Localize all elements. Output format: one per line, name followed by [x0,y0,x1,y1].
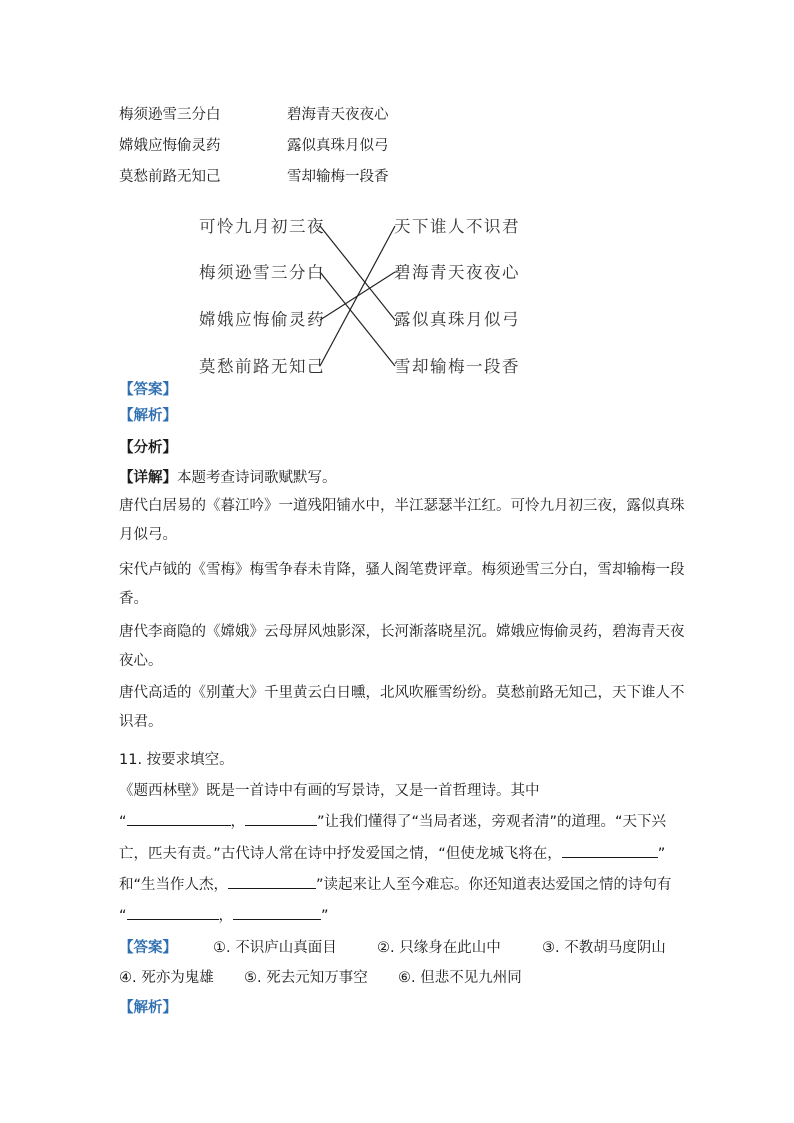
q11-line5 [119,904,329,925]
explanation-1-line2: 月似弓。 [119,527,177,543]
matching-diagram [0,0,794,400]
detail-label: 【详解】 [119,470,177,486]
top-pair-1-right: 碧海青天夜夜心 [287,107,389,123]
q11-blank-1[interactable] [127,810,231,826]
match-left-2: 梅须逊雪三分白 [199,263,325,282]
q11-line2 [119,810,666,831]
q11-l3-text: 亡，匹夫有责。”古代诗人常在诗中抒发爱国之情，“但使龙城飞将在， [119,846,562,862]
explanation-1 [119,492,685,550]
match-line-4 [320,226,395,366]
match-right-1: 天下谁人不识君 [394,217,520,236]
q11-answer-label: 【答案】 [119,940,177,956]
match-right-4: 雪却输梅一段香 [394,357,520,376]
q11-l5-quote-open: “ [119,908,127,924]
explanation-4-line2: 识君。 [119,714,163,730]
q11-blank-3[interactable] [562,842,658,858]
q11-l4-rest: ”读起来让人至今难忘。你还知道表达爱国之情的诗句有 [316,877,672,893]
top-pair-2-right: 露似真珠月似弓 [287,138,389,154]
match-line-1 [320,226,395,320]
q11-l2-comma: ， [230,814,246,830]
answer-4: ④. 死亦为鬼雄 [119,970,214,986]
explanation-2-line1: 宋代卢钺的《雪梅》梅雪争春未肯降，骚人阁笔费评章。梅须逊雪三分白，雪却输梅一段 [119,562,685,578]
q11-l5-comma: ， [218,908,234,924]
answer-5: ⑤. 死去元知万事空 [244,970,368,986]
q11-blank-5[interactable] [127,904,219,920]
explanation-3-line1: 唐代李商隐的《嫦娥》云母屏风烛影深，长河渐落晓星沉。嫦娥应悔偷灵药，碧海青天夜 [119,624,685,640]
top-pair-3-left: 莫愁前路无知己 [119,169,221,185]
explanation-2-line2: 香。 [119,591,148,607]
q11-blank-6[interactable] [233,904,321,920]
explanation-3-line2: 夜心。 [119,653,163,669]
q11-blank-2[interactable] [245,810,317,826]
q11-line3 [119,842,665,863]
analysis-label: 【解析】 [119,408,177,424]
match-left-3: 嫦娥应悔偷灵药 [199,310,325,329]
match-right-2: 碧海青天夜夜心 [394,263,520,282]
top-pair-3-right: 雪却输梅一段香 [287,169,389,185]
q11-l3-quote-close: ” [657,846,666,862]
explanation-2 [119,556,685,614]
q11-title: 11. 按要求填空。 [119,752,234,768]
q11-analysis-label: 【解析】 [119,1000,177,1016]
q11-l4-text: 和“生当作人杰， [119,877,229,893]
answer-3: ③. 不教胡马度阴山 [542,940,666,956]
explanation-1-line1: 唐代白居易的《暮江吟》一道残阳铺水中，半江瑟瑟半江红。可怜九月初三夜，露似真珠 [119,498,685,514]
fenxi-label: 【分析】 [119,440,177,456]
match-line-2 [320,272,395,366]
answer-label: 【答案】 [119,382,177,398]
q11-l5-quote-close: ” [321,908,329,924]
match-right-3: 露似真珠月似弓 [394,310,520,329]
answer-6: ⑥. 但悲不见九州同 [398,970,522,986]
explanation-3 [119,618,685,676]
explanation-4 [119,679,685,737]
explanation-4-line1: 唐代高适的《别董大》千里黄云白日曛，北风吹雁雪纷纷。莫愁前路无知己，天下谁人不 [119,685,685,701]
detail-intro: 本题考查诗词歌赋默写。 [177,470,337,486]
match-left-1: 可怜九月初三夜 [199,217,325,236]
q11-line1: 《题西林壁》既是一首诗中有画的写景诗，又是一首哲理诗。其中 [119,783,540,799]
q11-line4 [119,873,672,894]
match-left-4: 莫愁前路无知己 [199,357,325,376]
answer-2: ②. 只缘身在此山中 [377,940,501,956]
q11-blank-4[interactable] [228,873,316,889]
answer-1: ①. 不识庐山真面目 [213,940,337,956]
top-pair-1-left: 梅须逊雪三分白 [119,107,221,123]
q11-l2-quote-open: “ [119,814,127,830]
q11-l2-rest: ”让我们懂得了“当局者迷，旁观者清”的道理。“天下兴 [317,814,667,830]
detail-line [119,466,337,487]
top-pair-2-left: 嫦娥应悔偷灵药 [119,138,221,154]
